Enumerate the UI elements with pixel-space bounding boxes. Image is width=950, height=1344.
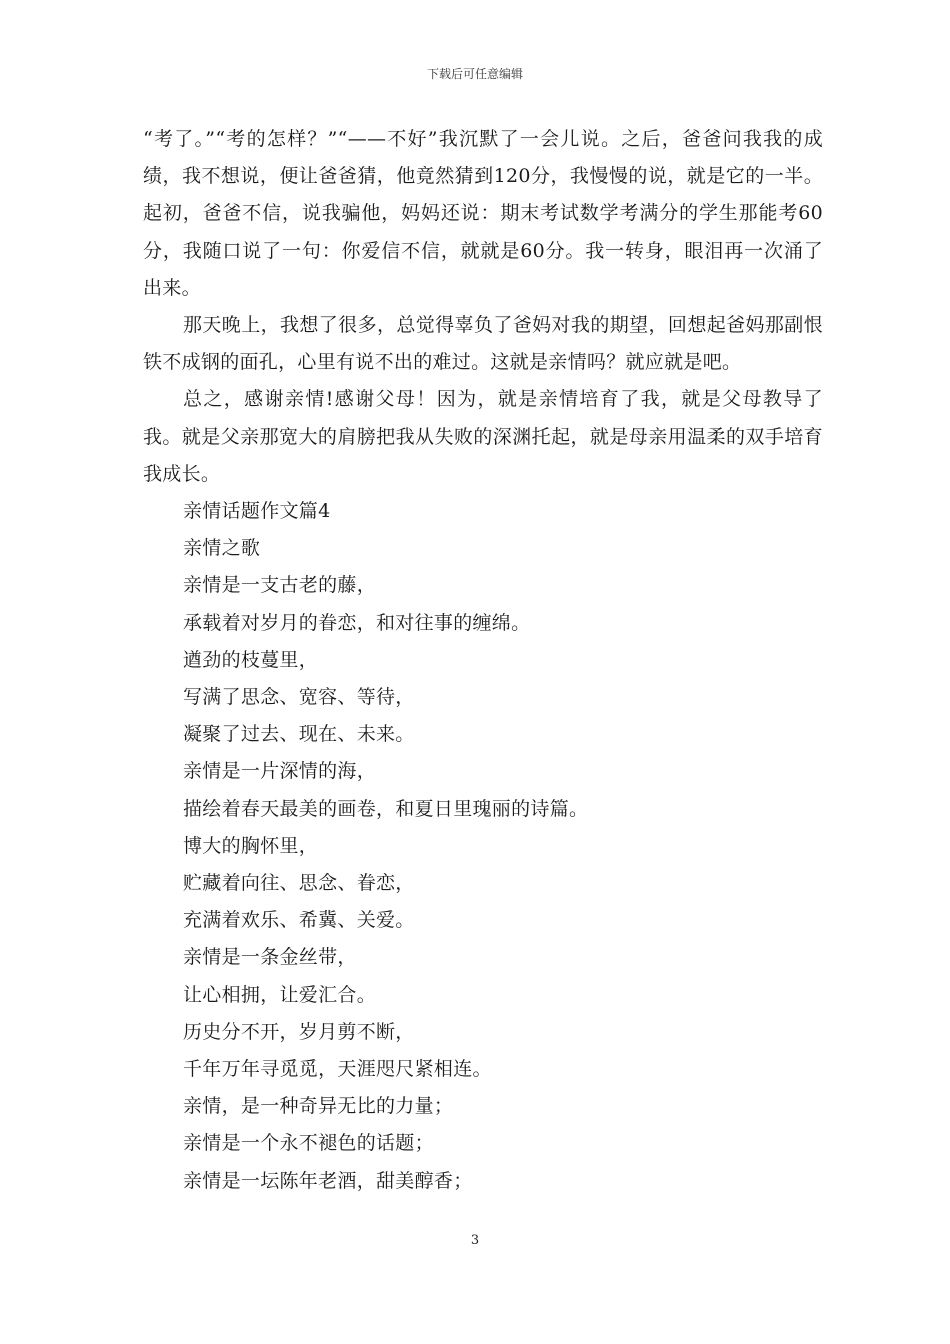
poem-line: 承载着对岁月的眷恋，和对往事的缠绵。 [183,611,531,634]
poem-line: 历史分不开，岁月剪不断， [183,1020,415,1043]
poem-line: 亲情是一条金丝带， [183,946,357,969]
poem-line: 遒劲的枝蔓里， [183,648,319,671]
poem-line: 写满了思念、宽容、等待， [183,686,415,709]
poem-line: 贮藏着向往、思念、眷恋， [183,872,415,895]
poem-line: 亲情，是一种奇异无比的力量； [183,1095,454,1118]
paragraph-3: 总之，感谢亲情!感谢父母！因为，就是亲情培育了我，就是父母教导了我。就是父亲那宽大的肩膀把我从失败的深渊托起，就是母亲用温柔的双手培育我成长。 [143,388,823,485]
poem-line: 凝聚了过去、现在、未来。 [183,723,415,746]
poem-line: 千年万年寻觅觅，天涯咫尺紧相连。 [183,1058,492,1081]
section-heading: 亲情话题作文篇4 [183,500,331,523]
poem-line: 亲情是一片深情的海， [183,760,377,783]
poem-title: 亲情之歌 [183,537,261,560]
poem-line: 亲情是一支古老的藤， [183,574,377,597]
paragraph-2: 那天晚上，我想了很多，总觉得辜负了爸妈对我的期望，回想起爸妈那副恨铁不成钢的面孔，心里有说不出的难过。这就是亲情吗？就应就是吧。 [143,314,823,374]
page-header: 下载后可任意编辑 [426,67,523,81]
paragraph-1: “考了。”“考的怎样？”“——不好”我沉默了一会儿说。之后，爸爸问我我的成绩，我不想说，便让爸爸猜，他竟然猜到120分，我慢慢的说，就是它的一半。起初，爸爸不信，说我骗他，妈妈还说：期末考试数学考满分的学生那能考60分，我随口说了一句：你爱信不信，就就是60分。我一转身，眼泪再一次涌了出来。 [143,128,823,299]
document-body [143,121,823,1200]
poem-line: 描绘着春天最美的画卷，和夏日里瑰丽的诗篇。 [183,797,589,820]
poem-line: 充满着欢乐、希冀、关爱。 [183,909,415,932]
poem-line: 亲情是一个永不褪色的话题； [183,1132,434,1155]
poem-line: 让心相拥，让爱汇合。 [183,983,377,1006]
poem-line: 亲情是一坛陈年老酒，甜美醇香； [183,1169,473,1192]
poem-line: 博大的胸怀里， [183,834,319,857]
page-number: 3 [470,1233,480,1248]
